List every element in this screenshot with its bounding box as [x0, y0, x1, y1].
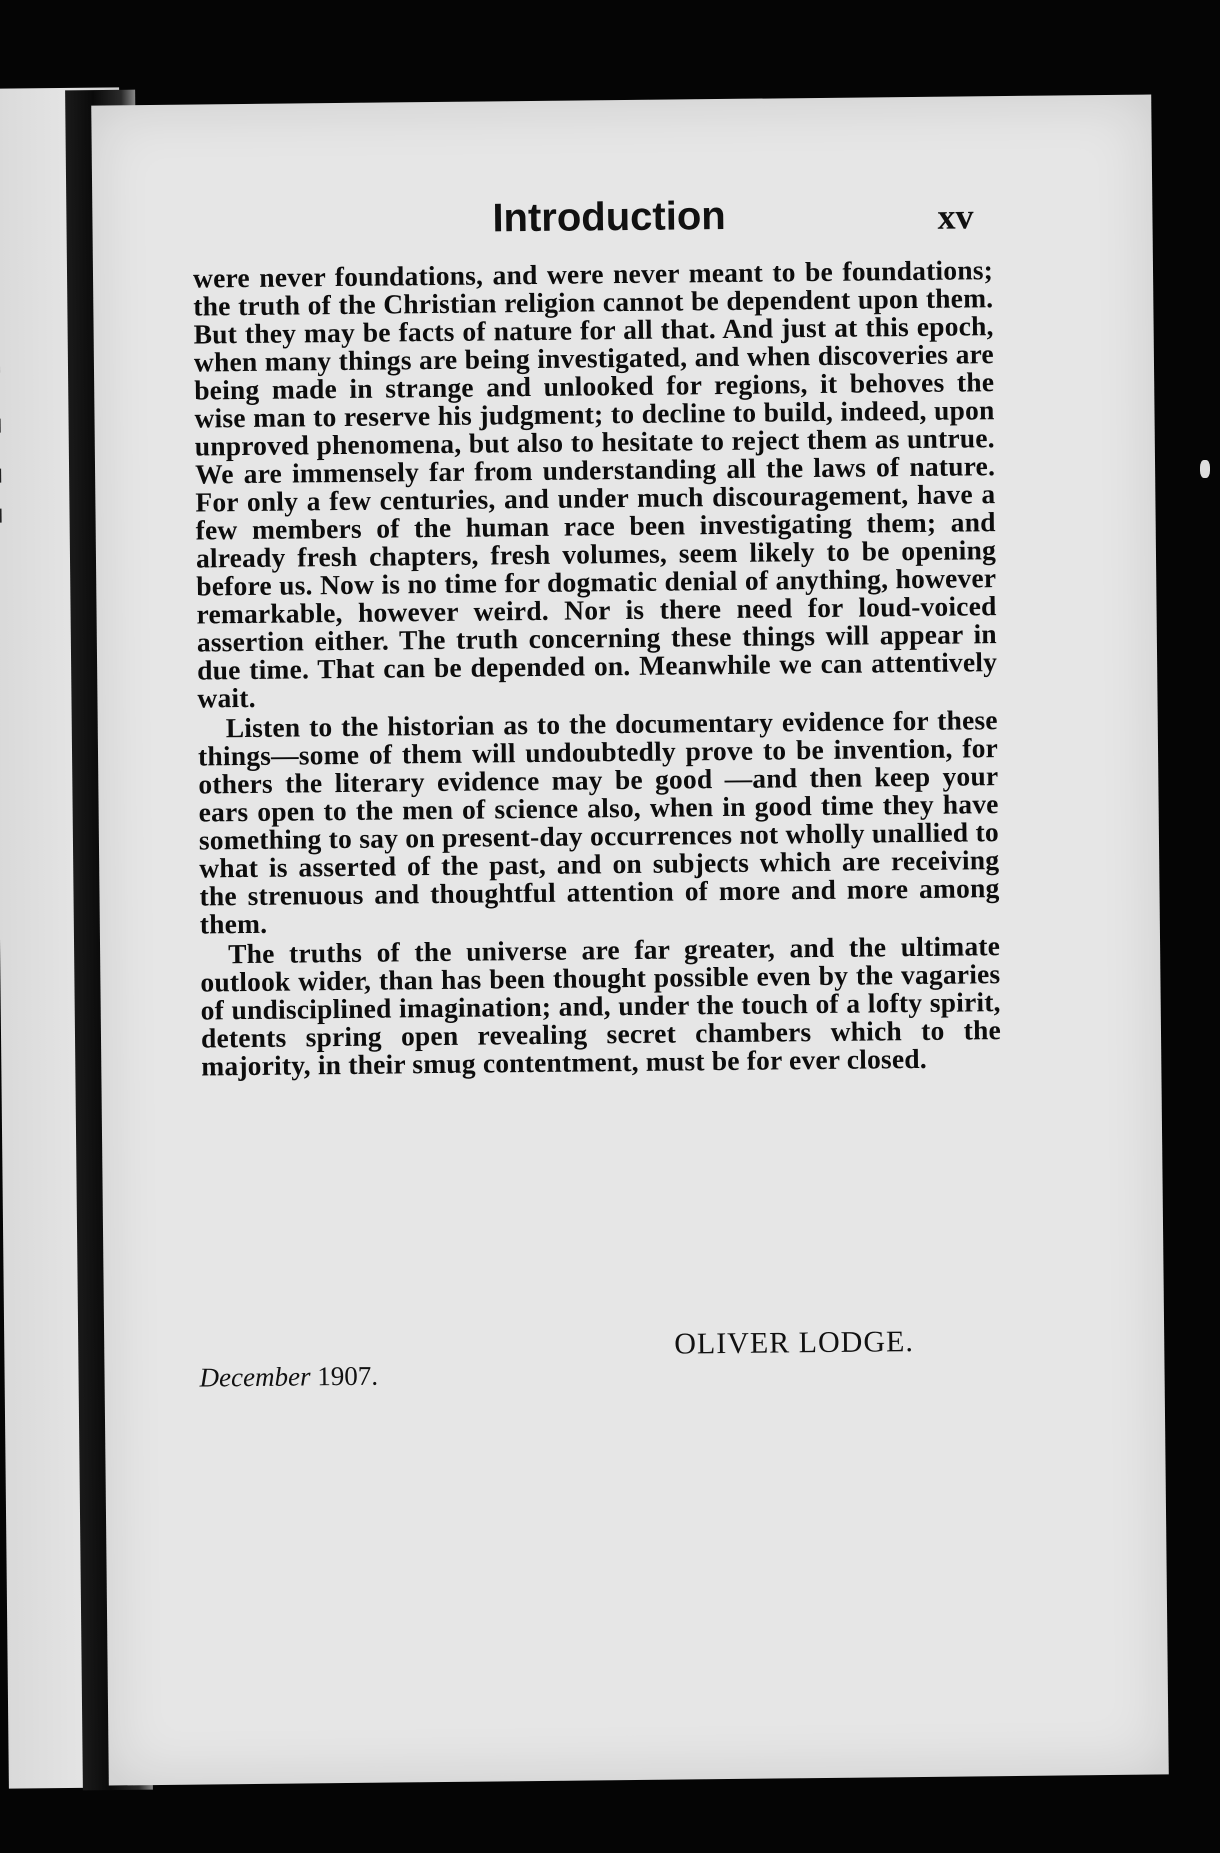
- body-text: [193, 256, 1002, 1080]
- paragraph: The truths of the universe are far greater, and the ultimate outlook wider, than has been thought possible even by the vagaries of undisciplined imagination; and, under the touch of a lofty spirit, detents spring open revealing secret chambers which to the majority, in their smug contentment, must be for ever closed.: [200, 930, 1002, 1082]
- scan-border: [1180, 120, 1220, 1820]
- running-title: Introduction: [492, 193, 726, 241]
- dateline: [199, 1361, 378, 1394]
- running-head: [192, 191, 993, 259]
- paragraph: Listen to the historian as to the documentary evidence for these things—some of them will undoubtedly prove to be invention, for others the literary evidence may be good —and then keep your ears open to the men of science also, when in good time they have something to say on present-day occurrences not wholly unallied to what is asserted of the past, and on subjects which are receiving the strenuous and thoughtful attention of more and more among them.: [197, 704, 1000, 940]
- paragraph: were never foundations, and were never meant to be foundations; the truth of the Christian religion cannot be dependent upon them. But they may be facts of nature for all that. And just at this epoch, when many things are being investigated, and when discoveries are being made in strange and unlooked for regions, it behoves the wise man to reserve his judgment; to decline to build, indeed, upon unproved phenomena, but also to hesitate to reject them as untrue. We are immensely far from understanding all the laws of nature. For only a few centuries, and under much discouragement, have a few members of the human race been investigating them; and already fresh chapters, fresh volumes, seem likely to be opening before us. Now is no time for dogmatic denial of anything, however remarkable, however weird. Nor is there need for loud-voiced assertion either. The truth concerning these things will appear in due time. That can be depended on. Meanwhile we can attentively wait.: [192, 254, 998, 714]
- scan-speck: [1200, 460, 1210, 478]
- dateline-year: 1907.: [317, 1360, 379, 1392]
- author-signature: OLIVER LODGE.: [674, 1325, 915, 1361]
- page-number: xv: [937, 196, 974, 237]
- dateline-month: December: [199, 1361, 311, 1393]
- book-page: [91, 94, 1169, 1785]
